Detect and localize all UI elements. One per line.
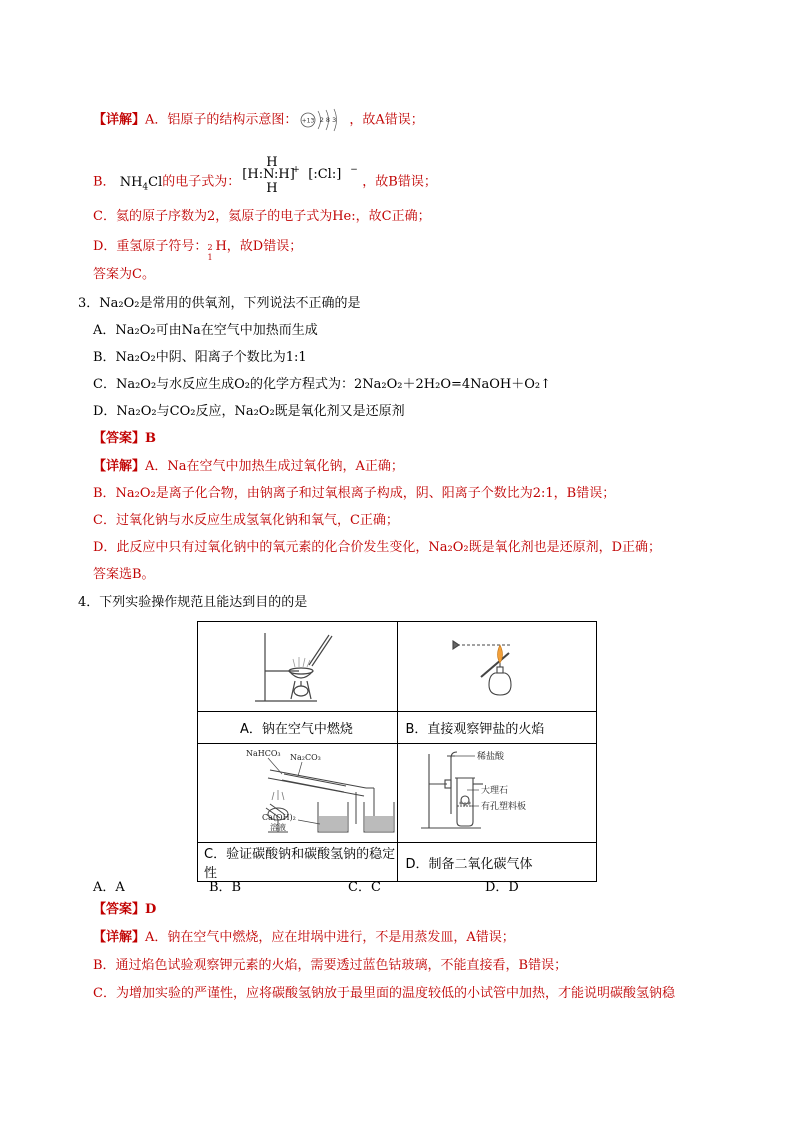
aluminum-atom-diagram bbox=[299, 107, 347, 133]
q2-detail-a: 【详解】A．铝原子的结构示意图： +13 2 8 3 ，故A错误； bbox=[93, 107, 424, 133]
label-solution: 溶液 bbox=[270, 823, 286, 832]
label-dilute-hcl: 稀盐酸 bbox=[476, 752, 504, 762]
q2-detail-c: C．氦的原子序数为2，氦原子的电子式为He:，故C正确； bbox=[93, 209, 431, 224]
experiment-b-figure bbox=[397, 622, 597, 712]
q3-option-d: D．Na₂O₂与CO₂反应，Na₂O₂既是氧化剂又是还原剂 bbox=[93, 404, 405, 419]
q4-choice-d: D．D bbox=[485, 880, 519, 895]
q2-detail-b: B． $NH_4Cl$的电子式为： H [H:N:H] + [:Cl:] − H ，故B错误； bbox=[93, 160, 437, 204]
nh4cl-lewis-structure: H [H:N:H] + [:Cl:] − H bbox=[242, 155, 358, 196]
q4-choice-a: A．A bbox=[93, 880, 125, 895]
q4-stem: 4．下列实验操作规范且能达到目的的是 bbox=[78, 595, 308, 610]
q4-answer-tag: 【答案】D bbox=[93, 902, 157, 917]
experiment-d-label: D．制备二氧化碳气体 bbox=[397, 843, 597, 882]
carbonate-stability-apparatus-icon bbox=[198, 744, 426, 838]
q3-option-a: A．Na₂O₂可由Na在空气中加热而生成 bbox=[93, 323, 318, 338]
experiment-c-label: C．验证碳酸钠和碳酸氢钠的稳定性 bbox=[198, 843, 398, 882]
q4-choice-c: C．C bbox=[348, 880, 381, 895]
label-caoh2: Ca(OH)₂ bbox=[262, 813, 296, 822]
q3-detail-c: C．过氧化钠与水反应生成氢氧化钠和氧气，C正确； bbox=[93, 513, 399, 528]
co2-generator-apparatus-icon bbox=[417, 744, 577, 838]
sodium-burning-apparatus-icon bbox=[237, 623, 357, 707]
q4-detail-a: 【详解】A．钠在空气中燃烧，应在坩埚中进行，不是用蒸发皿，A错误； bbox=[93, 930, 515, 945]
q4-choice-b: B．B bbox=[209, 880, 242, 895]
atom-nucleus-label: +13 bbox=[302, 117, 315, 125]
q3-answer-tag: 【答案】B bbox=[93, 431, 156, 446]
q3-option-c: C．Na₂O₂与水反应生成O₂的化学方程式为：2Na₂O₂＋2H₂O=4NaOH＋O₂↑ bbox=[93, 377, 552, 392]
q3-stem: 3．Na₂O₂是常用的供氧剂，下列说法不正确的是 bbox=[78, 296, 361, 311]
nh4cl-formula: $NH_4Cl$ bbox=[119, 174, 163, 193]
label-nahco3: NaHCO₃ bbox=[246, 749, 281, 758]
q4-detail-b: B．通过焰色试验观察钾元素的火焰，需要透过蓝色钴玻璃，不能直接看，B错误； bbox=[93, 958, 568, 973]
q3-option-b: B．Na₂O₂中阴、阳离子个数比为1:1 bbox=[93, 350, 307, 365]
experiment-a-label: A．钠在空气中燃烧 bbox=[198, 712, 398, 744]
experiment-d-figure bbox=[397, 744, 597, 843]
flame-test-apparatus-icon bbox=[437, 623, 557, 707]
q2-detail-d: D．重氢原子符号： 2 1 H，故D错误； bbox=[93, 239, 303, 262]
label-na2co3: Na₂CO₃ bbox=[290, 753, 321, 762]
atom-shells-label: 2 8 3 bbox=[320, 116, 337, 124]
experiment-a-figure bbox=[198, 622, 398, 712]
q4-detail-c: C．为增加实验的严谨性，应将碳酸氢钠放于最里面的温度较低的小试管中加热，才能说明碳酸氢钠稳 bbox=[93, 986, 675, 1001]
q3-detail-d: D．此反应中只有过氧化钠中的氧元素的化合价发生变化，Na₂O₂既是氧化剂也是还原剂，D正确； bbox=[93, 540, 662, 555]
label-marble: 大理石 bbox=[480, 786, 508, 796]
q3-detail-a: 【详解】A．Na在空气中加热生成过氧化钠，A正确； bbox=[93, 459, 404, 474]
q3-answer-line: 答案选B。 bbox=[93, 567, 155, 582]
label-perforated-plate: 有孔塑料板 bbox=[480, 802, 526, 812]
detail-tag: 【详解】 bbox=[93, 112, 146, 128]
q2-answer-line: 答案为C。 bbox=[93, 267, 155, 282]
q3-detail-b: B．Na₂O₂是离子化合物，由钠离子和过氧根离子构成，阴、阳离子个数比为2:1，B错误； bbox=[93, 486, 616, 501]
experiment-c-figure bbox=[198, 744, 398, 843]
experiment-b-label: B．直接观察钾盐的火焰 bbox=[397, 712, 597, 744]
experiment-table bbox=[197, 621, 597, 882]
